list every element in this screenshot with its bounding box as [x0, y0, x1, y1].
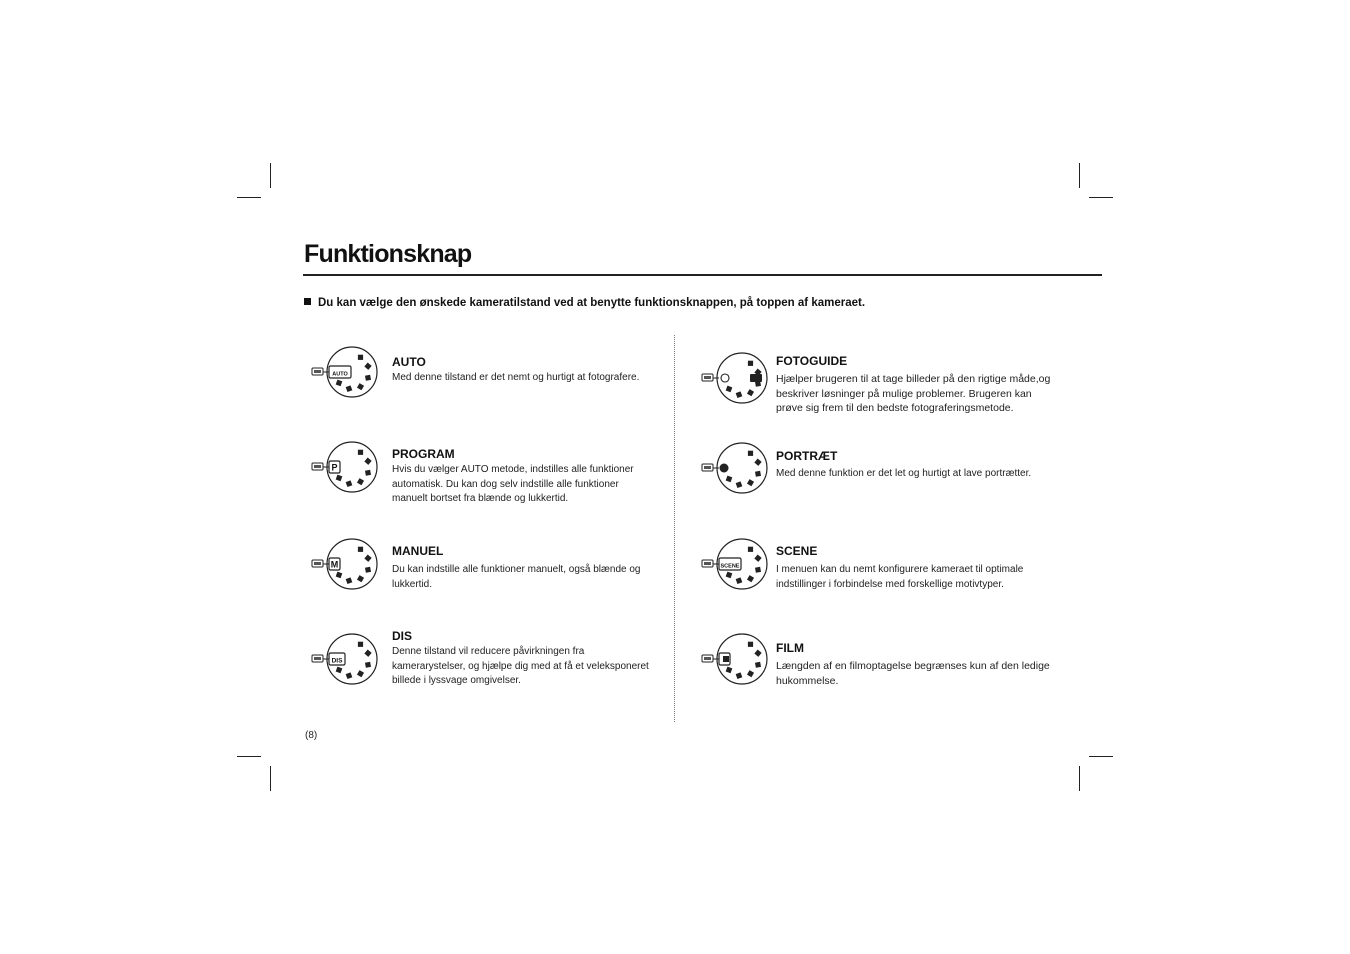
mode-description-movie: Længden af en filmoptagelse begrænses kun af den ledige hukommelse.	[776, 660, 1050, 687]
column-divider	[674, 335, 675, 722]
mode-dial-manual-icon	[310, 537, 380, 591]
mode-title-manual: MANUEL	[392, 544, 444, 558]
mode-dial-portrait-icon	[700, 441, 770, 495]
bullet-square-icon	[304, 298, 311, 305]
mode-title-movie: FILM	[776, 641, 804, 655]
mode-description-scene: I menuen kan du nemt konfigurere kameraet til optimale indstillinger i forbindelse med forskellige motivtyper.	[776, 564, 1024, 590]
mode-title-auto: AUTO	[392, 355, 426, 369]
mode-dial-program-icon	[310, 440, 380, 494]
svg-text:M: M	[330, 559, 339, 570]
mode-title-photo-guide: FOTOGUIDE	[776, 354, 848, 368]
mode-description-photo-guide: Hjælper brugeren til at tage billeder på den rigtige måde,og beskriver løsninger på mulige problemer. Brugeren kan prøve sig frem til den bedste fotograferingsmetode.	[776, 373, 1051, 414]
svg-text:DIS: DIS	[331, 657, 343, 665]
mode-description-program: Hvis du vælger AUTO metode, indstilles alle funktioner automatisk. Du kan dog selv indstille alle funktioner manuelt bortset fra blænde og lukkertid.	[392, 464, 634, 504]
mode-description-manual: Du kan indstille alle funktioner manuelt, også blænde og lukkertid.	[392, 564, 641, 590]
crop-mark	[237, 197, 261, 198]
svg-text:P: P	[331, 462, 338, 473]
mode-title-portrait: PORTRÆT	[776, 449, 838, 463]
intro-line	[304, 297, 865, 309]
mode-dial-photo-guide-icon	[700, 351, 770, 405]
mode-title-program: PROGRAM	[392, 447, 455, 461]
crop-mark	[1079, 766, 1080, 791]
mode-dial-scene-icon	[700, 537, 770, 591]
crop-mark	[1079, 163, 1080, 188]
mode-dial-movie-icon	[700, 632, 770, 686]
crop-mark	[270, 163, 271, 188]
title-underline	[303, 274, 1102, 276]
mode-title-dis: DIS	[392, 629, 413, 643]
page-number: (8)	[305, 730, 318, 741]
mode-title-scene: SCENE	[776, 544, 818, 558]
mode-description-auto: Med denne tilstand er det nemt og hurtigt at fotografere.	[392, 372, 640, 383]
page-title: Funktionsknap	[304, 240, 472, 268]
intro-text: Du kan vælge den ønskede kameratilstand ved at benytte funktionsknappen, på toppen af kameraet.	[318, 297, 866, 309]
crop-mark	[1089, 756, 1113, 757]
mode-dial-auto-icon	[310, 345, 380, 399]
mode-description-dis: Denne tilstand vil reducere påvirkningen fra kamerarystelser, og hjælpe dig med at få et veleksponeret billede i lyssvage omgivelser.	[392, 646, 649, 686]
mode-description-portrait: Med denne funktion er det let og hurtigt at lave portrætter.	[776, 468, 1032, 479]
mode-dial-dis-icon	[310, 632, 380, 686]
svg-text:SCENE: SCENE	[720, 563, 740, 570]
crop-mark	[270, 766, 271, 791]
crop-mark	[237, 756, 261, 757]
svg-text:AUTO: AUTO	[332, 371, 348, 378]
crop-mark	[1089, 197, 1113, 198]
